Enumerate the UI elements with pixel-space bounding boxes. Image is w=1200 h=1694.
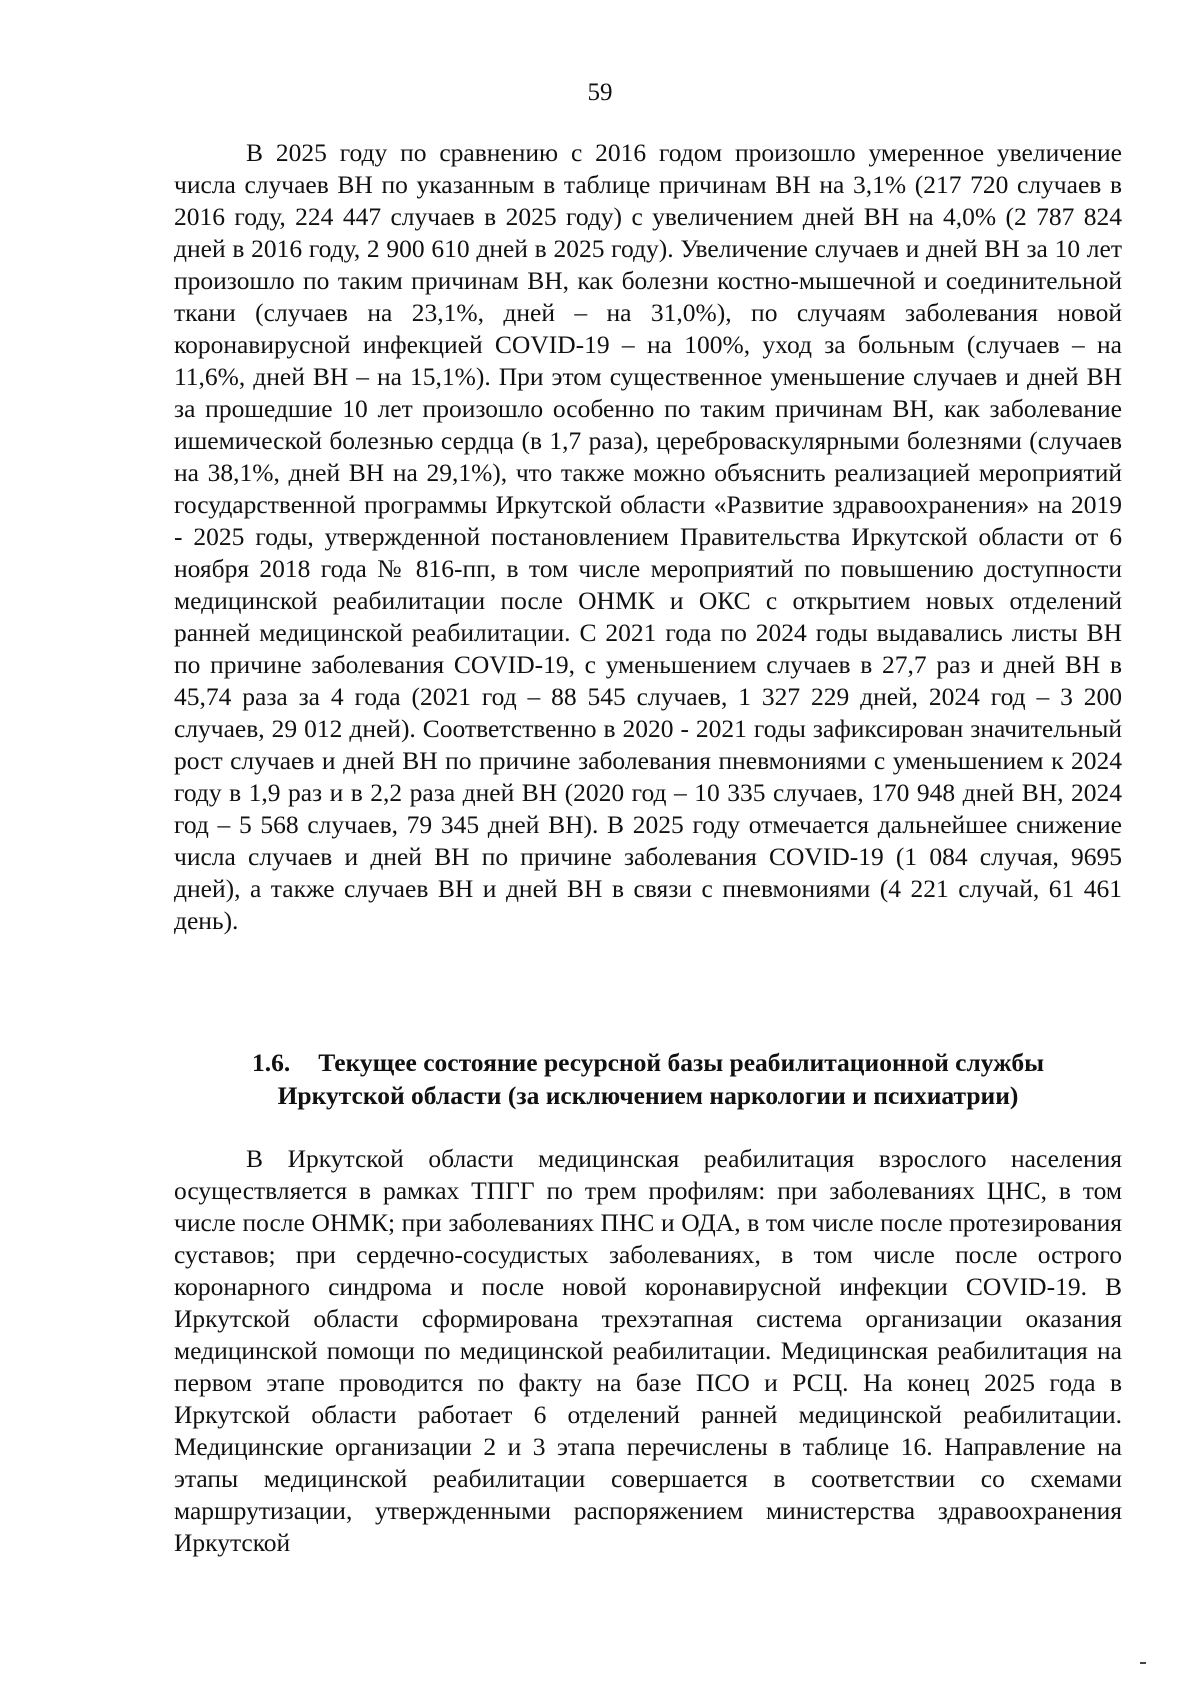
section-title-part-2: Иркутской области (за исключением наркологии и психиатрии)	[277, 1081, 1019, 1110]
body-paragraph-rehabilitation-service: В Иркутской области медицинская реабилитация взрослого населения осуществляется в рамках ТПГГ по трем профилям: при заболеваниях ЦНС, в том числе после ОНМК; при заболеваниях ПНС и ОДА, в том числе после протезирования суставов; при сердечно-сосудистых заболеваниях, в том числе после острого коронарного синдрома и после новой коронавирусной инфекции COVID-19. В Иркутской области сформирована трехэтапная система организации оказания медицинской помощи по медицинской реабилитации. Медицинская реабилитация на первом этапе проводится по факту на базе ПСО и РСЦ. На конец 2025 года в Иркутской области работает 6 отделений ранней медицинской реабилитации. Медицинские организации 2 и 3 этапа перечислены в таблице 16. Направление на этапы медицинской реабилитации совершается в соответствии со схемами маршрутизации, утвержденными распоряжением министерства здравоохранения Иркутской	[174, 1144, 1122, 1557]
scan-artifact-mark	[1140, 1662, 1146, 1664]
section-number: 1.6.	[252, 1048, 291, 1077]
section-heading	[174, 1046, 1122, 1112]
section-title-part-1: Текущее состояние ресурсной базы реабилитационной службы	[318, 1048, 1044, 1077]
page-number: 59	[587, 79, 613, 106]
body-paragraph-sick-leave-analysis: В 2025 году по сравнению с 2016 годом произошло умеренное увеличение числа случаев ВН по указанным в таблице причинам ВН на 3,1% (217 720 случаев в 2016 году, 224 447 случаев в 2025 году) с увеличением дней ВН на 4,0% (2 787 824 дней в 2016 году, 2 900 610 дней в 2025 году). Увеличение случаев и дней ВН за 10 лет произошло по таким причинам ВН, как болезни костно-мышечной и соединительной ткани (случаев на 23,1%, дней – на 31,0%), по случаям заболевания новой коронавирусной инфекцией COVID-19 – на 100%, уход за больным (случаев – на 11,6%, дней ВН – на 15,1%). При этом существенное уменьшение случаев и дней ВН за прошедшие 10 лет произошло особенно по таким причинам ВН, как заболевание ишемической болезнью сердца (в 1,7 раза), цереброваскулярными болезнями (случаев на 38,1%, дней ВН на 29,1%), что также можно объяснить реализацией мероприятий государственной программы Иркутской области «Развитие здравоохранения» на 2019 - 2025 годы, утвержденной постановлением Правительства Иркутской области от 6 ноября 2018 года № 816-пп, в том числе мероприятий по повышению доступности медицинской реабилитации после ОНМК и ОКС с открытием новых отделений ранней медицинской реабилитации. С 2021 года по 2024 годы выдавались листы ВН по причине заболевания COVID-19, с уменьшением случаев в 27,7 раз и дней ВН в 45,74 раза за 4 года (2021 год – 88 545 случаев, 1 327 229 дней, 2024 год – 3 200 случаев, 29 012 дней). Соответственно в 2020 - 2021 годы зафиксирован значительный рост случаев и дней ВН по причине заболевания пневмониями с уменьшением к 2024 году в 1,9 раз и в 2,2 раза дней ВН (2020 год – 10 335 случаев, 170 948 дней ВН, 2024 год – 5 568 случаев, 79 345 дней ВН). В 2025 году отмечается дальнейшее снижение числа случаев и дней ВН по причине заболевания COVID-19 (1 084 случая, 9695 дней), а также случаев ВН и дней ВН в связи с пневмониями (4 221 случай, 61 461 день).	[174, 138, 1122, 935]
section-heading-line-1	[174, 1046, 1122, 1079]
